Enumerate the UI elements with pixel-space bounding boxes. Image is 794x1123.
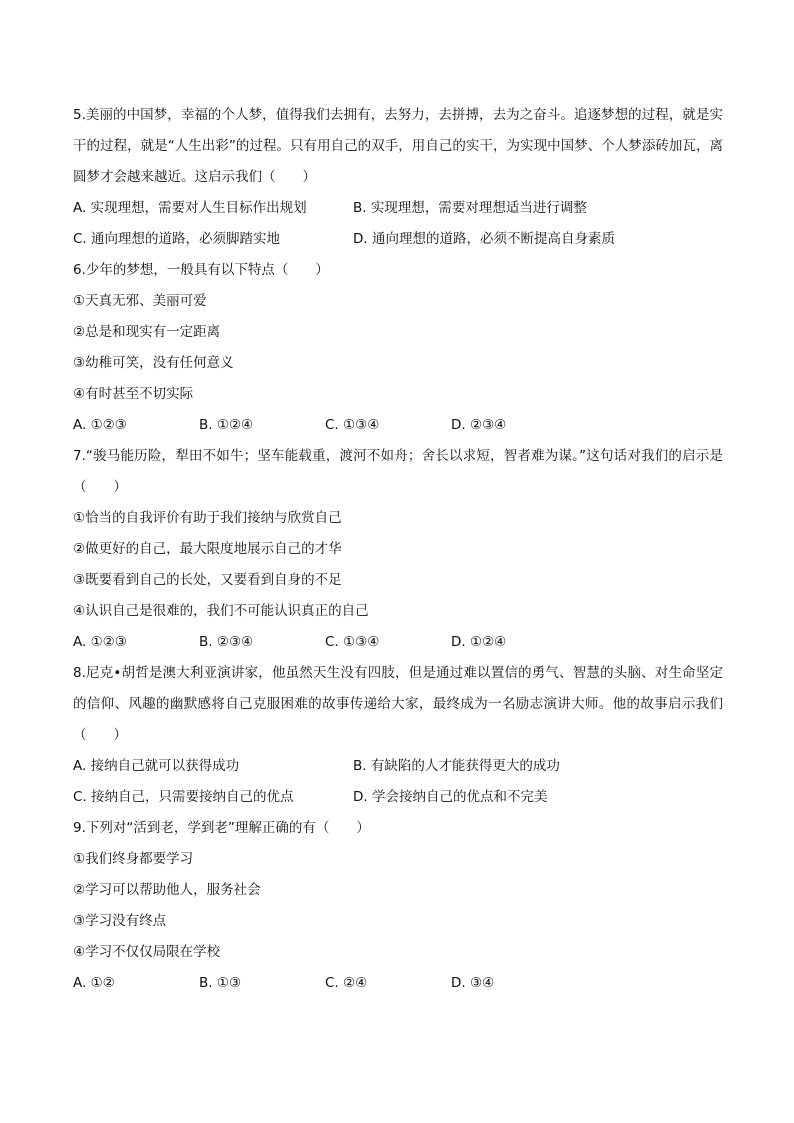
question-9 [73,813,723,999]
statement-1: ①我们终身都要学习 [73,851,194,867]
question-6 [73,255,723,441]
statement-3: ③学习没有终点 [73,913,167,929]
statement-3: ③既要看到自己的长处，又要看到自身的不足 [73,572,342,588]
option-c: C. ①③④ [325,634,380,650]
options-row [73,193,723,224]
options-row [73,968,723,999]
statement-2: ②做更好的自己，最大限度地展示自己的才华 [73,541,342,557]
exam-page [73,100,723,999]
statement-3: ③幼稚可笑，没有任何意义 [73,355,234,371]
question-8 [73,658,723,813]
options-row [73,410,723,441]
options-row [73,751,723,782]
options-row [73,627,723,658]
options-row [73,224,723,255]
statement-1: ①恰当的自我评价有助于我们接纳与欣赏自己 [73,510,342,526]
question-stem: 7.“骏马能历险，犁田不如牛；坚车能载重，渡河不如舟；舍长以求短，智者难为谋。”这句话对我们的启示是（ ） [73,448,723,495]
option-b: B. ①③ [199,975,242,991]
option-a: A. 实现理想，需要对人生目标作出规划 [73,200,307,216]
option-b: B. ②③④ [199,634,254,650]
question-stem: 9.下列对“活到老，学到老”理解正确的有（ ） [73,820,370,836]
statement-2: ②总是和现实有一定距离 [73,324,221,340]
options-row [73,782,723,813]
option-a: A. ①②③ [73,634,127,650]
option-a: A. ①② [73,975,115,991]
question-stem: 8.尼克•胡哲是澳大利亚演讲家，他虽然天生没有四肢，但是通过难以置信的勇气、智慧的头脑、对生命坚定的信仰、风趣的幽默感将自己克服困难的故事传递给大家，最终成为一名励志演讲大师。他的故事启示我们（ ） [73,665,723,743]
option-a: A. 接纳自己就可以获得成功 [73,758,240,774]
option-b: B. ①②④ [199,417,254,433]
option-d: D. ②③④ [451,417,507,433]
option-b: B. 有缺陷的人才能获得更大的成功 [353,758,560,774]
option-c: C. 接纳自己，只需要接纳自己的优点 [73,789,294,805]
question-stem: 6.少年的梦想，一般具有以下特点（ ） [73,262,329,278]
option-d: D. 学会接纳自己的优点和不完美 [353,789,548,805]
option-c: C. 通向理想的道路，必须脚踏实地 [73,231,281,247]
option-d: D. ③④ [451,975,495,991]
question-stem: 5.美丽的中国梦，幸福的个人梦，值得我们去拥有，去努力，去拼搏，去为之奋斗。追逐梦想的过程，就是实干的过程，就是“人生出彩”的过程。只有用自己的双手，用自己的实干，为实现中国梦、个人梦添砖加瓦，离圆梦才会越来越近。这启示我们（ ） [73,107,723,185]
question-5 [73,100,723,255]
option-a: A. ①②③ [73,417,127,433]
statement-2: ②学习可以帮助他人，服务社会 [73,882,261,898]
statement-4: ④有时甚至不切实际 [73,386,194,402]
question-7 [73,441,723,658]
statement-4: ④学习不仅仅局限在学校 [73,944,221,960]
option-d: D. 通向理想的道路，必须不断提高自身素质 [353,231,615,247]
option-b: B. 实现理想，需要对理想适当进行调整 [353,200,587,216]
statement-4: ④认识自己是很难的，我们不可能认识真正的自己 [73,603,369,619]
option-c: C. ②④ [325,975,368,991]
option-c: C. ①③④ [325,417,380,433]
option-d: D. ①②④ [451,634,507,650]
statement-1: ①天真无邪、美丽可爱 [73,293,207,309]
